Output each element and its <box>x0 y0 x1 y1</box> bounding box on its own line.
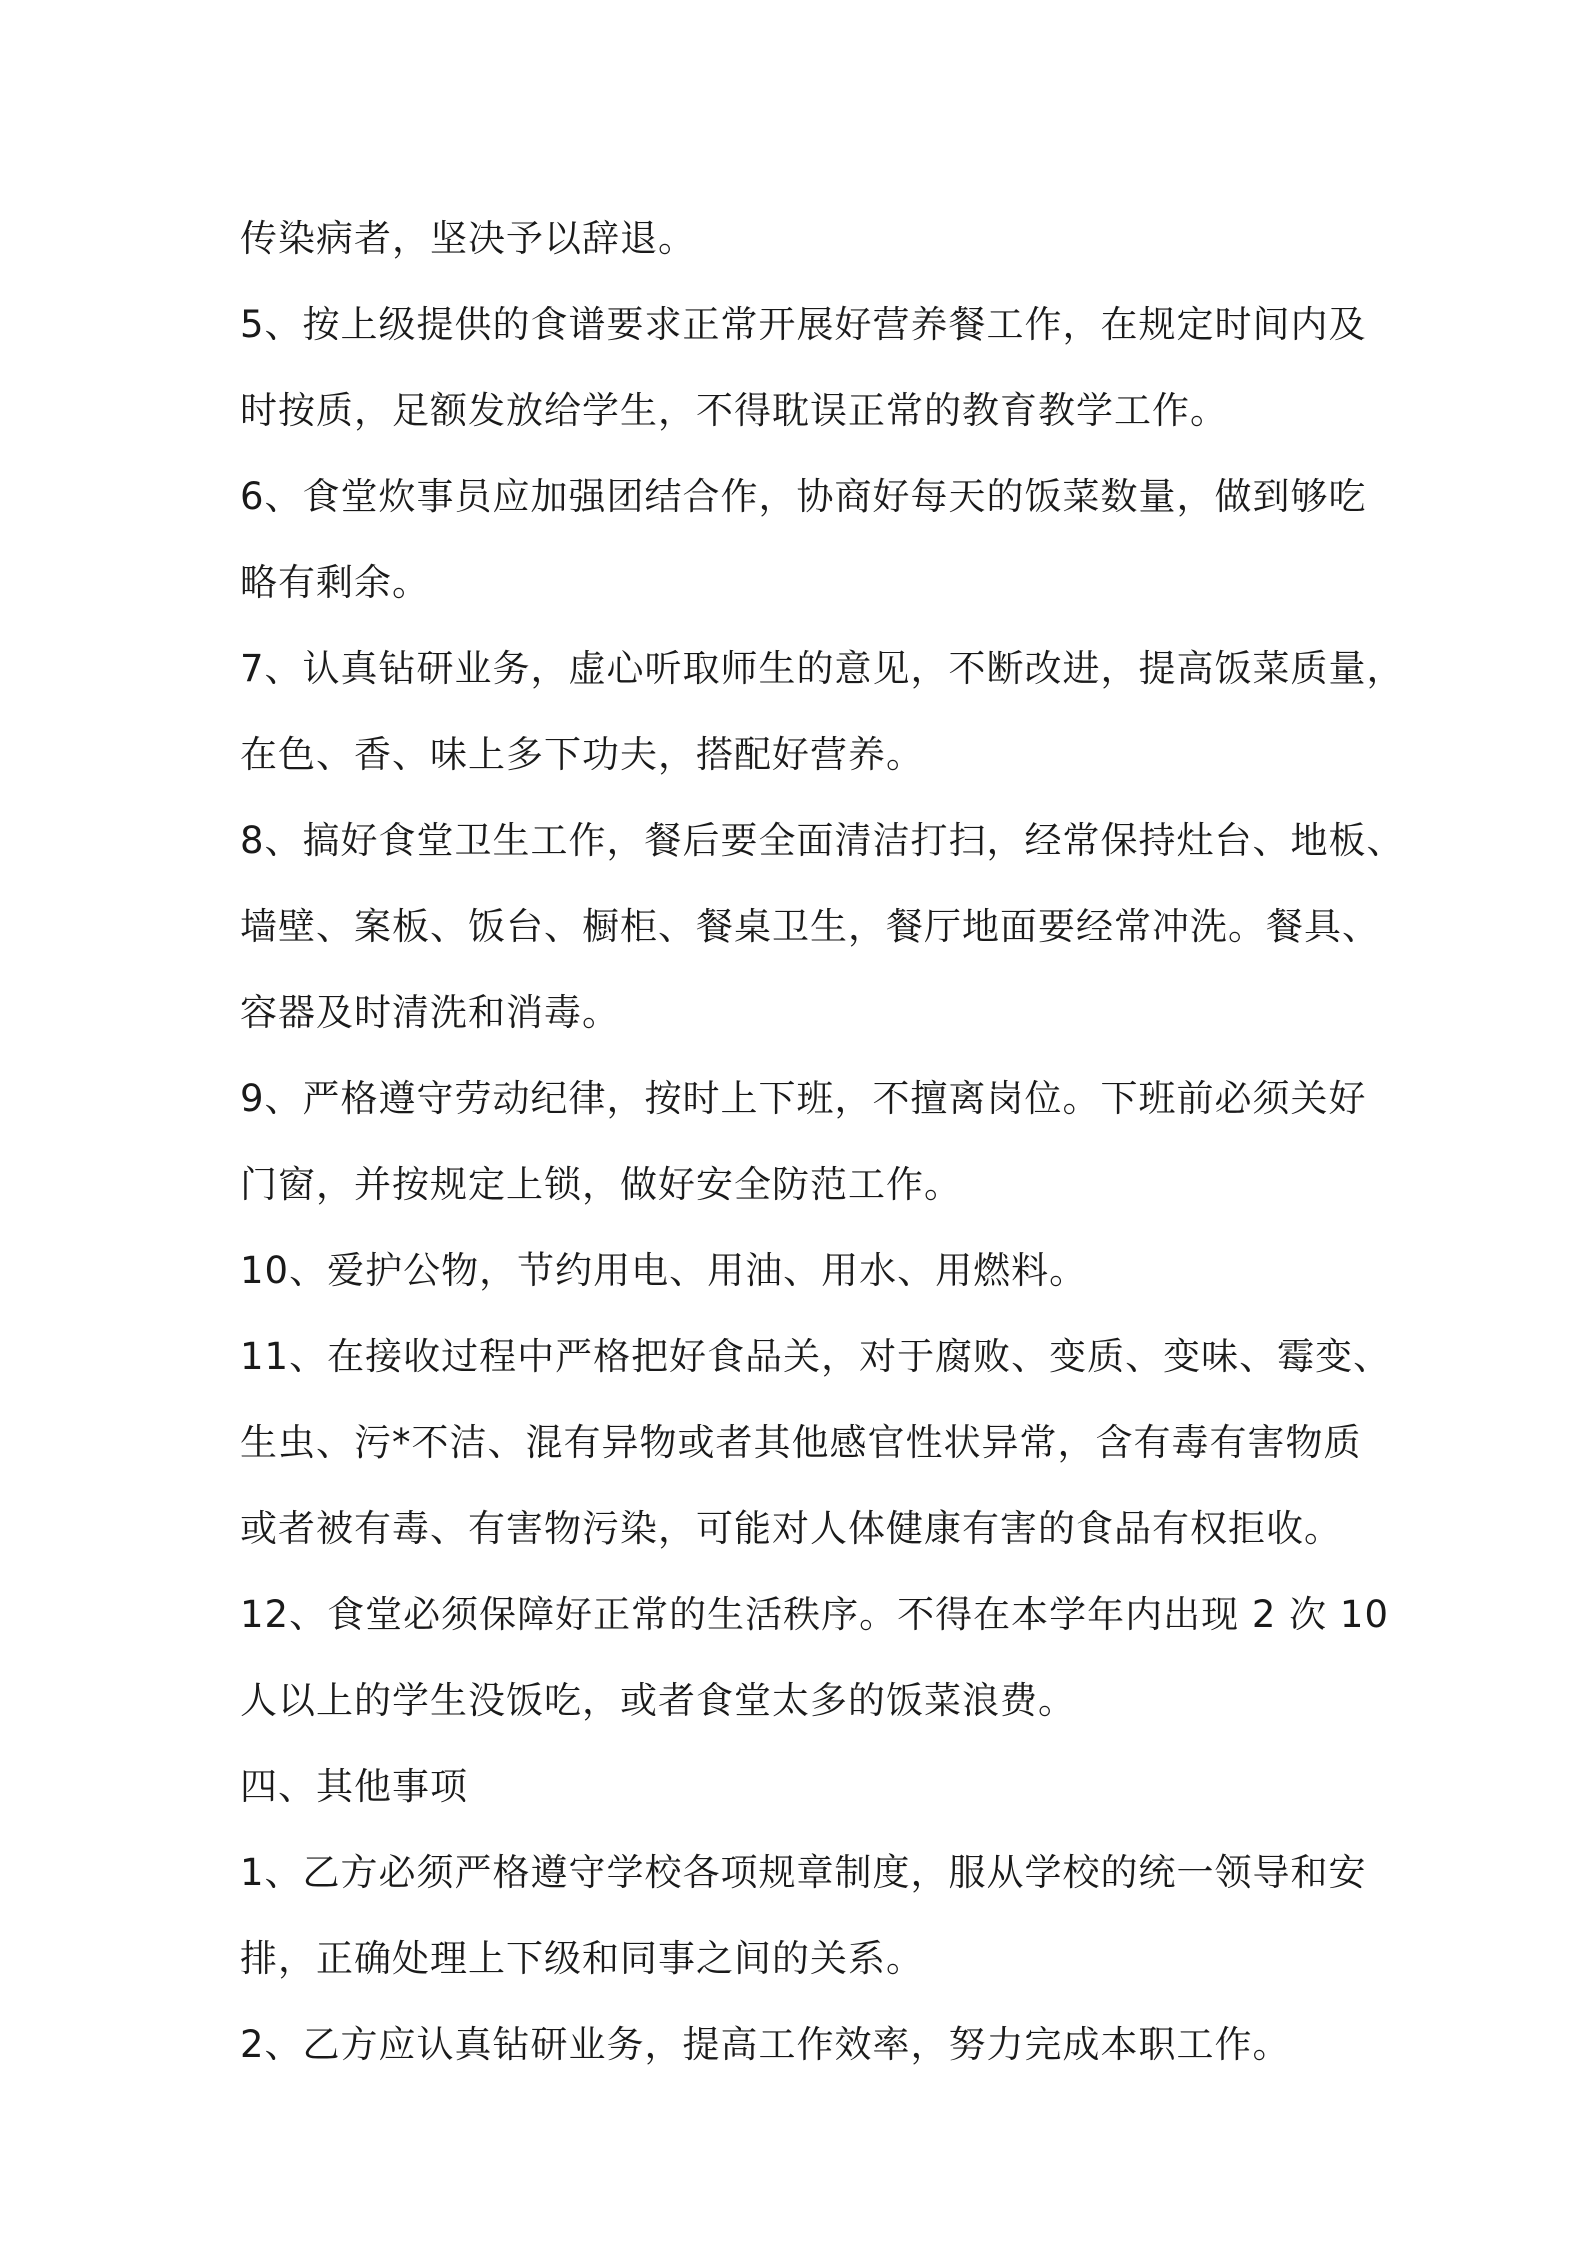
text-line: 2、乙方应认真钻研业务，提高工作效率，努力完成本职工作。 <box>240 2023 1291 2066</box>
text-line: 传染病者，坚决予以辞退。 <box>240 217 696 260</box>
text-line: 8、搞好食堂卫生工作，餐后要全面清洁打扫，经常保持灶台、地板、 <box>240 819 1405 862</box>
text-line: 1、乙方必须严格遵守学校各项规章制度，服从学校的统一领导和安 <box>240 1851 1367 1894</box>
text-line: 略有剩余。 <box>240 561 430 604</box>
section-heading: 四、其他事项 <box>240 1765 468 1808</box>
text-line: 时按质，足额发放给学生，不得耽误正常的教育教学工作。 <box>240 389 1228 432</box>
text-line: 9、严格遵守劳动纪律，按时上下班，不擅离岗位。下班前必须关好 <box>240 1077 1367 1120</box>
document-body <box>240 196 1405 2088</box>
text-line: 6、食堂炊事员应加强团结合作，协商好每天的饭菜数量，做到够吃 <box>240 475 1367 518</box>
text-line: 5、按上级提供的食谱要求正常开展好营养餐工作，在规定时间内及 <box>240 303 1367 346</box>
text-line: 生虫、污*不洁、混有异物或者其他感官性状异常，含有毒有害物质 <box>240 1421 1362 1464</box>
text-line: 在色、香、味上多下功夫，搭配好营养。 <box>240 733 924 776</box>
text-line: 排，正确处理上下级和同事之间的关系。 <box>240 1937 924 1980</box>
text-line: 门窗，并按规定上锁，做好安全防范工作。 <box>240 1163 962 1206</box>
text-line: 容器及时清洗和消毒。 <box>240 991 620 1034</box>
text-line: 11、在接收过程中严格把好食品关，对于腐败、变质、变味、霉变、 <box>240 1335 1392 1378</box>
text-line: 人以上的学生没饭吃，或者食堂太多的饭菜浪费。 <box>240 1679 1076 1722</box>
text-line: 7、认真钻研业务，虚心听取师生的意见，不断改进，提高饭菜质量， <box>240 647 1405 690</box>
text-line: 10、爱护公物，节约用电、用油、用水、用燃料。 <box>240 1249 1088 1292</box>
text-line: 墙壁、案板、饭台、橱柜、餐桌卫生，餐厅地面要经常冲洗。餐具、 <box>240 905 1380 948</box>
text-line: 或者被有毒、有害物污染，可能对人体健康有害的食品有权拒收。 <box>240 1507 1342 1550</box>
text-line: 12、食堂必须保障好正常的生活秩序。不得在本学年内出现 2 次 10 <box>240 1593 1389 1636</box>
